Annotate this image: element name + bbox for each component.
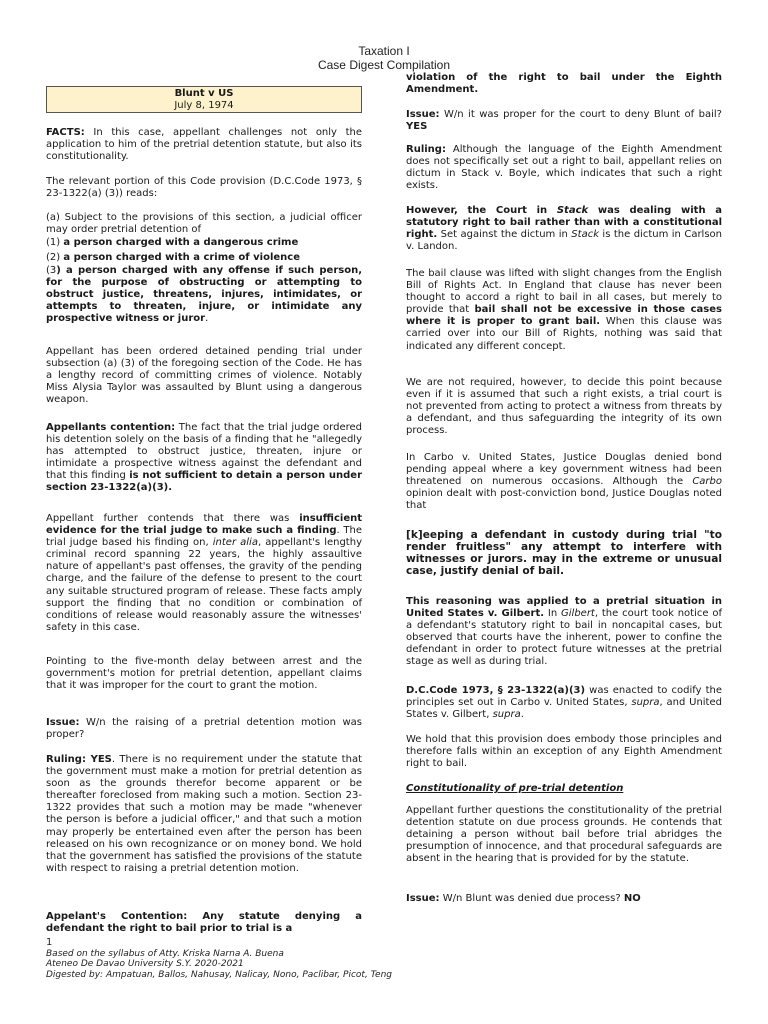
header-title: Case Digest Compilation (317, 58, 451, 72)
issue-2: Issue: W/n it was proper for the court to deny Blunt of bail? YES (406, 109, 722, 133)
ruling-2: Ruling: Although the language of the Eighth Amendment does not specifically set out a right to bail, appellant relies on dictum in Stack v. Boyle, which indicates that such a right exists. (406, 144, 722, 192)
bail-clause-paragraph: The bail clause was lifted with slight changes from the English Bill of Rights Act. In England that clause has never been thought to accord a right to bail in all cases, but merely to provide that bail shall not be excessive in those cases where it is proper to grant bail. When this clause was carried over into our Bill of Rights, nothing was said that indicated any different concept. (406, 268, 722, 352)
provision-item-2: (2) a person charged with a crime of violence (46, 252, 300, 263)
pointing-paragraph: Pointing to the five-month delay between arrest and the government's motion for pretrial detention, appellant claims that it was improper for the court to grant the motion. (46, 656, 362, 692)
douglas-quote: [k]eeping a defendant in custody during trial "to render fruitless" any attempt to interfere with witnesses or jurors. may in the extreme or unusual case, justify denial of bail. (406, 529, 722, 578)
appelant-contention: Appelant's Contention: Any statute denying a defendant the right to bail prior to trial is a (46, 911, 362, 935)
contention-paragraph: Appellants contention: The fact that the trial judge ordered his detention solely on the basis of a finding that he "allegedly has attempted to obstruct justice, threaten, injure or intimidate a prospective witness against the defendant and that this finding is not sufficient to detain a person under section 23-1322(a)(3). (46, 422, 362, 494)
issue-1: Issue: W/n the raising of a pretrial detention motion was proper? (46, 717, 362, 741)
gilbert-paragraph: This reasoning was applied to a pretrial situation in United States v. Gilbert. In Gilbert, the court took notice of a defendant's statutory right to bail in noncapital cases, but observed that courts have the inherent, power to confine the defendant in order to protect future witnesses at the pretrial stage as well as during trial. (406, 596, 722, 668)
provision-a: (a) Subject to the provisions of this section, a judicial officer may order pretrial detention of (46, 212, 362, 236)
carbo-paragraph: In Carbo v. United States, Justice Douglas denied bond pending appeal where a key government witness had been threatened on numerous occasions. Although the Carbo opinion dealt with post-conviction bond, Justice Douglas noted that (406, 452, 722, 512)
however-paragraph: However, the Court in Stack was dealing with a statutory right to bail rather than with a constitutional right. Set against the dictum in Stack is the dictum in Carlson v. Landon. (406, 205, 723, 253)
constitutionality-heading: Constitutionality of pre-trial detention (406, 783, 624, 794)
ruling-1: Ruling: YES. There is no requirement under the statute that the government must make a motion for pretrial detention as soon as the grounds therefor become apparent or be thereafter foreclosed from making such a motion. Section 23-1322 provides that such a motion may be made "whenever the person is before a judicial officer," and that such a motion may properly be entertained even after the person has been released on his own recognizance or on money bond. We hold that the government has satisfied the provisions of the statute with respect to raising a pretrial detention motion. (46, 754, 362, 874)
issue-3: Issue: W/n Blunt was denied due process? NO (406, 893, 641, 904)
case-title-box (46, 86, 362, 113)
page-footer (46, 938, 726, 980)
facts-paragraph: FACTS: In this case, appellant challenges not only the application to him of the pretrial detention statute, but also its constitutionality. (46, 127, 362, 163)
violation-text: violation of the right to bail under the Eighth Amendment. (406, 72, 722, 96)
due-process-paragraph: Appellant further questions the constitutionality of the pretrial detention statute on due process grounds. He contends that detaining a person without bail before trial abridges the presumption of innocence, and that procedural safeguards are absent in the hearing that is provided for by the statute. (406, 805, 722, 865)
header-subject: Taxation I (358, 44, 410, 58)
case-title: Blunt v US (174, 88, 234, 99)
footer-digesters: Digested by: Ampatuan, Ballos, Nahusay, Nalicay, Nono, Paclibar, Picot, Teng (46, 969, 393, 980)
further-contention-paragraph: Appellant further contends that there was insufficient evidence for the trial judge to make such a finding. The trial judge based his finding on, inter alia, appellant's lengthy criminal record spanning 22 years, the highly assaultive nature of appellant's past offenses, the gravity of the pending charge, and the failure of the defense to present to the court any suitable structured program of release. These facts amply support the finding that no condition or combination of conditions of release would reasonably assure the witnesses' safety in this case. (46, 513, 362, 633)
footer-syllabus: Based on the syllabus of Atty. Kriska Narna A. Buena (46, 948, 284, 959)
page-number: 1 (46, 937, 53, 948)
case-date: July 8, 1974 (174, 100, 234, 111)
holding-paragraph: We hold that this provision does embody those principles and therefore falls within an exception of any Eighth Amendment right to bail. (406, 734, 722, 770)
not-required-paragraph: We are not required, however, to decide this point because even if it is assumed that such a right exists, a trial court is not prevented from acting to protect a witness from threats by a defendant, and thus safeguarding the integrity of its own process. (406, 377, 722, 437)
relevant-paragraph: The relevant portion of this Code provision (D.C.Code 1973, § 23-1322(a) (3)) reads: (46, 176, 362, 200)
page-header (0, 44, 768, 72)
provision-item-1: (1) a person charged with a dangerous crime (46, 237, 299, 248)
footer-university: Ateneo De Davao University S.Y. 2020-2021 (46, 959, 244, 969)
dc-code-paragraph: D.C.Code 1973, § 23-1322(a)(3) was enacted to codify the principles set out in Carbo v. United States, supra, and United States v. Gilbert, supra. (406, 685, 722, 721)
provision-item-3: (3) a person charged with any offense if such person, for the purpose of obstructing or attempting to obstruct justice, threatens, injures, intimidates, or attempts to threaten, injure, or intimidate any prospective witness or juror. (46, 265, 362, 325)
detained-paragraph: Appellant has been ordered detained pending trial under subsection (a) (3) of the foregoing section of the Code. He has a lengthy record of committing crimes of violence. Notably Miss Alysia Taylor was assaulted by Blunt using a dangerous weapon. (46, 346, 362, 406)
